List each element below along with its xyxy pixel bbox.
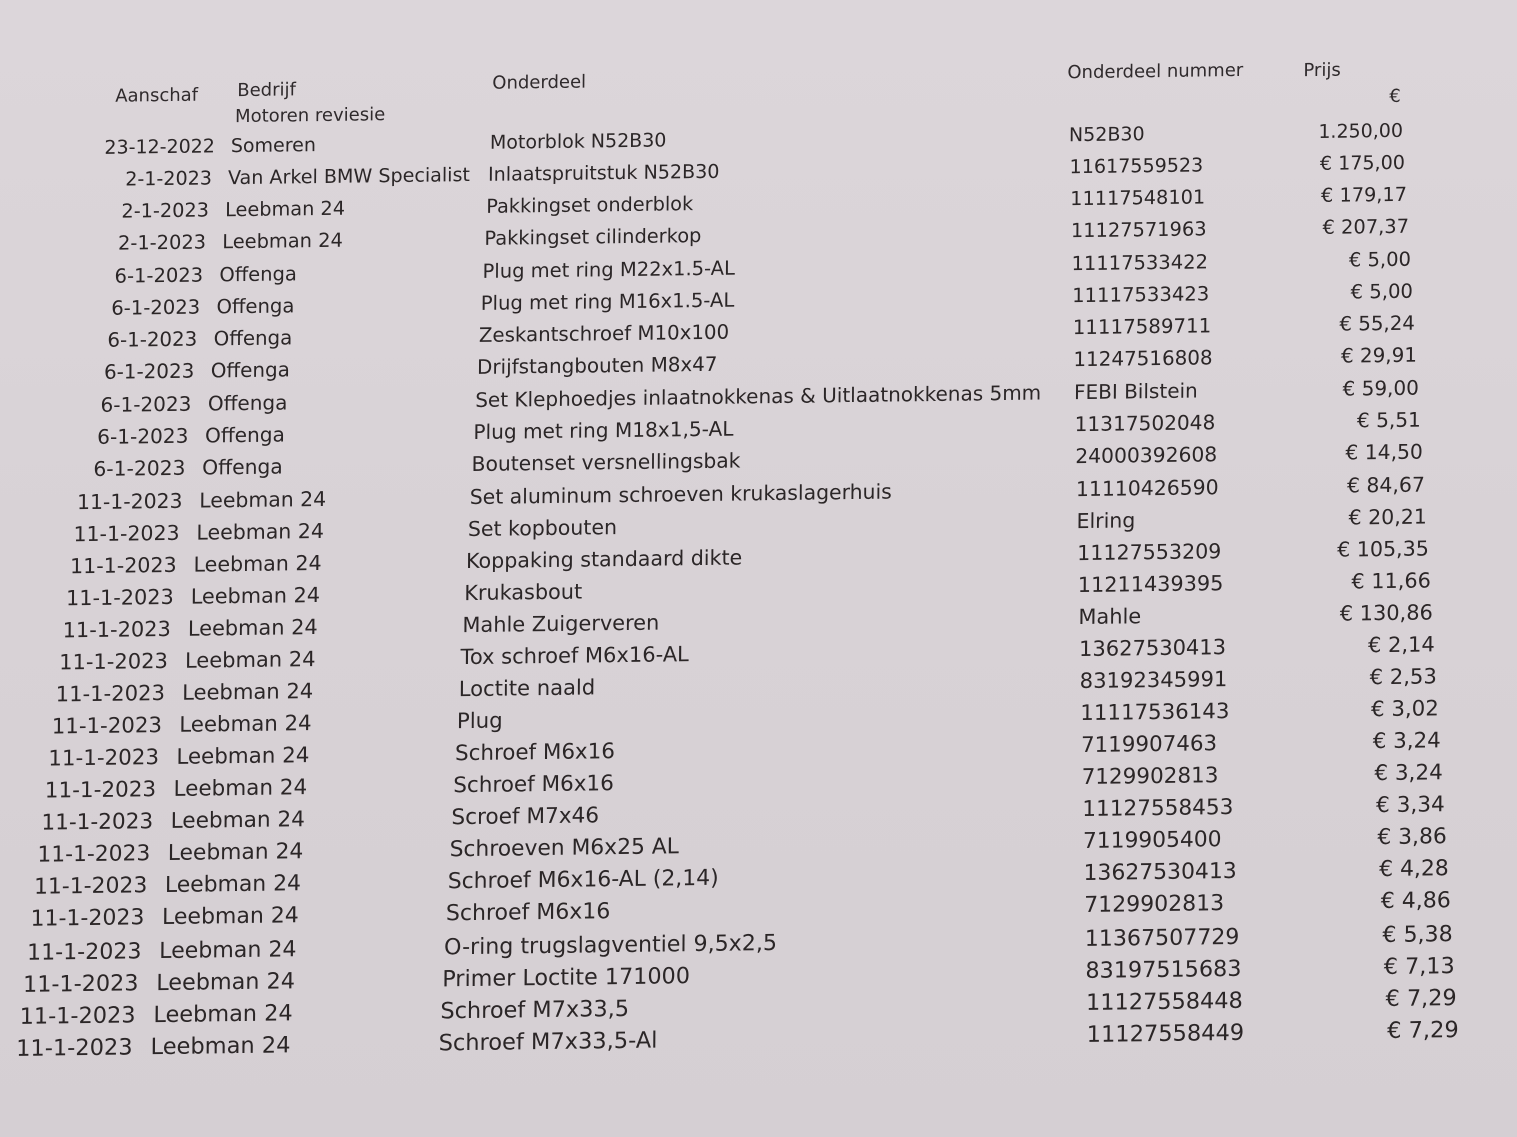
cell-date: 6-1-2023	[103, 359, 195, 384]
cell-date: 11-1-2023	[59, 649, 168, 675]
cell-number: 11117589711	[1072, 314, 1212, 339]
cell-company: Offenga	[219, 261, 297, 286]
cell-part: Set Klephoedjes inlaatnokkenas & Uitlaatnokkenas 5mm	[475, 380, 1042, 413]
cell-price: € 84,67	[1346, 472, 1425, 498]
cell-part: Plug met ring M18x1,5-AL	[473, 416, 734, 445]
cell-company: Leebman 24	[173, 774, 308, 802]
cell-part: Mahle Zuigerveren	[462, 610, 660, 638]
cell-number: Mahle	[1078, 604, 1142, 630]
cell-price: € 14,50	[1345, 439, 1423, 465]
cell-price: € 20,21	[1348, 504, 1427, 530]
cell-company: Leebman 24	[176, 742, 310, 770]
cell-company: Offenga	[210, 358, 290, 383]
cell-company: Offenga	[216, 294, 295, 319]
cell-number: N52B30	[1068, 123, 1145, 147]
cell-price: € 3,24	[1374, 760, 1443, 786]
cell-number: 24000392608	[1075, 442, 1218, 469]
cell-price: € 3,34	[1376, 792, 1445, 819]
cell-date: 6-1-2023	[111, 295, 201, 320]
cell-date: 6-1-2023	[114, 263, 204, 288]
cell-date: 11-1-2023	[26, 937, 142, 966]
cell-part: Motorblok N52B30	[489, 129, 667, 154]
cell-price: € 55,24	[1339, 311, 1416, 336]
cell-part: Primer Loctite 171000	[442, 962, 691, 993]
cell-price: € 3,24	[1372, 727, 1441, 754]
cell-part: Zeskantschroef M10x100	[478, 320, 730, 347]
cell-part: Set aluminum schroeven krukaslagerhuis	[469, 479, 892, 509]
cell-date: 2-1-2023	[125, 166, 213, 191]
cell-date: 11-1-2023	[33, 873, 148, 900]
cell-part: Set kopbouten	[467, 514, 618, 541]
cell-company: Leebman 24	[156, 967, 296, 996]
cell-company: Offenga	[204, 422, 285, 448]
cell-price: € 2,14	[1367, 632, 1435, 658]
cell-date: 11-1-2023	[19, 1002, 136, 1030]
cell-price: € 179,17	[1321, 183, 1408, 208]
cell-price: € 175,00	[1319, 150, 1406, 176]
cell-part: Krukasbout	[464, 579, 583, 606]
cell-price: € 11,66	[1351, 568, 1431, 594]
cell-part: Schroef M6x16	[445, 899, 611, 927]
header-prijs: Prijs	[1303, 59, 1341, 82]
cell-company: Leebman 24	[222, 229, 343, 254]
cell-part: Schroef M6x16-AL (2,14)	[447, 866, 719, 895]
header-onderdeel-nummer: Onderdeel nummer	[1067, 59, 1244, 84]
cell-date: 11-1-2023	[30, 905, 145, 933]
cell-price: € 7,29	[1385, 984, 1457, 1012]
cell-date: 23-12-2022	[104, 135, 215, 159]
cell-date: 11-1-2023	[66, 584, 174, 611]
cell-number: 11117533422	[1071, 249, 1209, 275]
cell-date: 11-1-2023	[22, 970, 139, 998]
cell-company: Leebman 24	[164, 871, 302, 899]
cell-company: Leebman 24	[199, 486, 327, 513]
cell-number: 11127571963	[1070, 217, 1207, 243]
cell-price: € 3,86	[1377, 824, 1447, 851]
cell-part: Boutenset versnellingsbak	[471, 448, 741, 477]
cell-number: 7129902813	[1084, 891, 1225, 919]
cell-date: 6-1-2023	[93, 456, 186, 482]
cell-company: Offenga	[213, 326, 293, 351]
cell-date: 2-1-2023	[117, 230, 207, 256]
cell-number: 11127558453	[1082, 794, 1234, 822]
cell-part: Plug	[456, 708, 503, 734]
cell-company: Leebman 24	[184, 647, 316, 674]
cell-number: Elring	[1076, 508, 1136, 533]
cell-number: 7129902813	[1081, 763, 1219, 790]
cell-number: 11127558448	[1085, 987, 1243, 1016]
cell-part: Schroef M7x33,5	[440, 995, 630, 1025]
cell-company: Offenga	[207, 390, 288, 416]
cell-number: 11617559523	[1069, 153, 1204, 179]
cell-company: Leebman 24	[179, 710, 312, 738]
cell-date: 6-1-2023	[107, 327, 198, 352]
cell-part: Schroef M6x16	[453, 770, 614, 799]
cell-part: O-ring trugslagventiel 9,5x2,5	[444, 929, 778, 960]
cell-part: Drijfstangbouten M8x47	[477, 352, 718, 379]
cell-company: Leebman 24	[193, 550, 322, 577]
cell-price: € 2,53	[1369, 663, 1437, 690]
cell-company: Leebman 24	[190, 582, 321, 609]
cell-number: 11127553209	[1077, 539, 1222, 565]
cell-company: Leebman 24	[187, 615, 318, 641]
cell-price: € 4,86	[1380, 888, 1451, 915]
cell-price: € 5,38	[1382, 920, 1453, 948]
cell-price: € 207,37	[1322, 215, 1410, 240]
cell-number: 11367507729	[1084, 923, 1240, 952]
cell-date: 11-1-2023	[48, 744, 160, 772]
cell-number: 13627530413	[1083, 859, 1237, 887]
cell-date: 11-1-2023	[62, 617, 171, 643]
cell-number: FEBI Bilstein	[1073, 378, 1198, 405]
cell-part: Schroef M6x16	[455, 738, 615, 766]
cell-number: 11117533423	[1072, 282, 1210, 307]
cell-number: 7119905400	[1082, 827, 1222, 855]
cell-number: 11110426590	[1075, 474, 1219, 501]
cell-number: 11211439395	[1077, 571, 1224, 598]
cell-part: Plug met ring M22x1.5-AL	[482, 256, 736, 283]
cell-company: Leebman 24	[182, 678, 314, 706]
cell-company: Leebman 24	[150, 1032, 291, 1061]
cell-price: € 130,86	[1339, 600, 1433, 626]
cell-number: 83192345991	[1079, 666, 1228, 694]
cell-date: 11-1-2023	[69, 552, 177, 579]
cell-number: 83197515683	[1085, 955, 1242, 984]
cell-number: 11117548101	[1070, 185, 1206, 211]
cell-price: € 5,00	[1348, 247, 1412, 272]
cell-date: 11-1-2023	[37, 841, 151, 868]
cell-company: Someren	[230, 134, 316, 158]
cell-date: 11-1-2023	[73, 520, 180, 546]
cell-price: € 5,51	[1356, 407, 1421, 433]
cell-part: Schroef M7x33,5-Al	[438, 1027, 658, 1057]
cell-number: 11247516808	[1073, 346, 1213, 372]
currency-symbol: €	[1389, 85, 1401, 108]
cell-price: € 7,13	[1383, 952, 1455, 980]
cell-date: 11-1-2023	[44, 776, 157, 804]
cell-part: Pakkingset cilinderkop	[484, 224, 702, 251]
cell-company: Offenga	[202, 454, 283, 480]
cell-date: 11-1-2023	[55, 680, 166, 707]
cell-company: Leebman 24	[161, 903, 299, 931]
header-bedrijf: Bedrijf	[237, 79, 296, 102]
cell-company: Leebman 24	[196, 518, 325, 545]
cell-date: 11-1-2023	[41, 809, 154, 836]
cell-price: € 5,00	[1350, 279, 1414, 304]
cell-number: 13627530413	[1078, 635, 1227, 662]
cell-company: Van Arkel BMW Specialist	[227, 163, 471, 190]
cell-number: 7119907463	[1080, 730, 1218, 758]
cell-part: Koppaking standaard dikte	[466, 545, 743, 573]
cell-date: 6-1-2023	[100, 391, 192, 418]
cell-company: Leebman 24	[170, 807, 306, 834]
cell-part: Pakkingset onderblok	[486, 192, 694, 219]
cell-number: 11127558449	[1086, 1019, 1245, 1048]
cell-company: Leebman 24	[167, 839, 304, 867]
cell-price: € 105,35	[1337, 536, 1429, 562]
cell-part: Loctite naald	[458, 674, 596, 702]
cell-part: Inlaatspruitstuk N52B30	[488, 159, 720, 186]
cell-company: Leebman 24	[159, 935, 297, 964]
cell-part: Tox schroef M6x16-AL	[460, 642, 689, 670]
cell-date: 11-1-2023	[51, 712, 163, 740]
cell-price: 1.250,00	[1318, 119, 1404, 143]
cell-part: Schroeven M6x25 AL	[449, 834, 679, 863]
cell-price: € 29,91	[1340, 343, 1418, 368]
cell-number: 11117536143	[1080, 698, 1230, 726]
cell-part: Scroef M7x46	[451, 803, 600, 831]
cell-price: € 3,02	[1370, 695, 1439, 722]
cell-price: € 59,00	[1342, 375, 1419, 401]
cell-date: 2-1-2023	[121, 198, 210, 223]
cell-price: € 7,29	[1387, 1017, 1459, 1044]
cell-number: 11317502048	[1074, 410, 1216, 437]
cell-date: 11-1-2023	[16, 1034, 133, 1062]
cell-company: Leebman 24	[225, 196, 346, 222]
cell-company: Leebman 24	[153, 1000, 293, 1028]
cell-price: € 4,28	[1379, 856, 1449, 883]
section-title: Motoren reviesie	[235, 104, 386, 128]
cell-date: 6-1-2023	[97, 423, 189, 450]
header-aanschaf: Aanschaf	[115, 84, 199, 107]
header-onderdeel: Onderdeel	[492, 71, 587, 94]
cell-date: 11-1-2023	[76, 488, 183, 514]
cell-part: Plug met ring M16x1.5-AL	[480, 288, 735, 315]
